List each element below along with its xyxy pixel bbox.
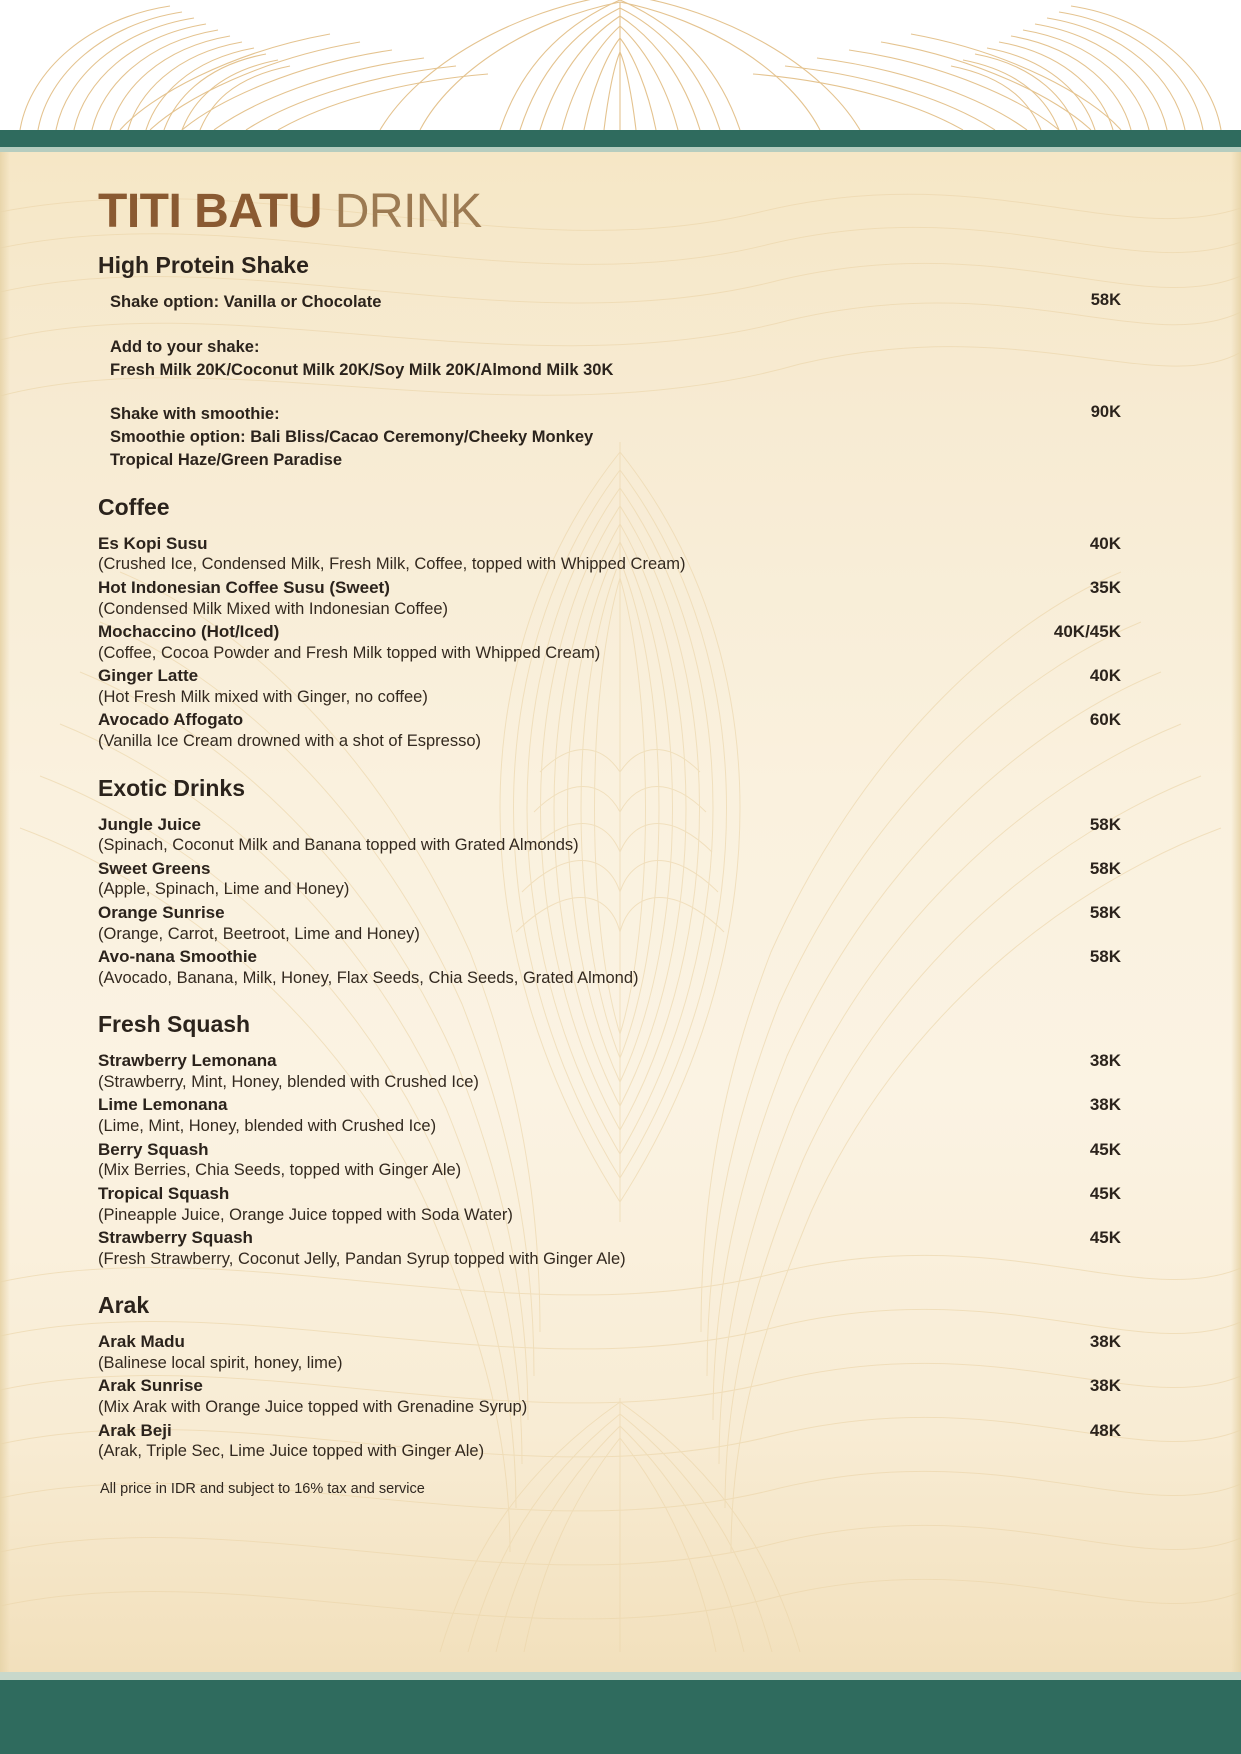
menu-item-price: 48K xyxy=(1089,1420,1121,1440)
menu-item xyxy=(98,1139,1121,1182)
section-title: Fresh Squash xyxy=(98,1011,251,1038)
menu-item-name: Hot Indonesian Coffee Susu (Sweet) xyxy=(98,577,390,597)
menu-sections xyxy=(98,252,1121,1463)
menu-item-description: (Arak, Triple Sec, Lime Juice topped with Ginger Ale) xyxy=(98,1442,485,1461)
shake-option-lines xyxy=(110,336,613,382)
shake-option-price: 90K xyxy=(1090,403,1121,422)
menu-item xyxy=(98,709,1121,752)
menu-item-price: 35K xyxy=(1089,577,1121,597)
menu-item xyxy=(98,621,1121,664)
menu-item-name: Sweet Greens xyxy=(98,858,211,878)
menu-item-description: (Fresh Strawberry, Coconut Jelly, Pandan Syrup topped with Ginger Ale) xyxy=(98,1249,626,1268)
menu-item-description: (Hot Fresh Milk mixed with Ginger, no coffee) xyxy=(98,687,428,706)
menu-item-name: Es Kopi Susu xyxy=(98,533,208,553)
price-disclaimer: All price in IDR and subject to 16% tax and service xyxy=(100,1480,425,1497)
menu-item-name: Mochaccino (Hot/Iced) xyxy=(98,621,280,641)
menu-item-price: 38K xyxy=(1089,1376,1121,1396)
menu-item-description: (Strawberry, Mint, Honey, blended with Crushed Ice) xyxy=(98,1073,479,1092)
menu-item xyxy=(98,665,1121,708)
section-title: Exotic Drinks xyxy=(98,774,245,801)
menu-item-price: 60K xyxy=(1089,710,1121,730)
menu-item-description: (Apple, Spinach, Lime and Honey) xyxy=(98,880,350,899)
menu-item-description: (Coffee, Cocoa Powder and Fresh Milk topped with Whipped Cream) xyxy=(98,643,601,662)
menu-item-description: (Mix Berries, Chia Seeds, topped with Ginger Ale) xyxy=(98,1161,462,1180)
menu-item-header xyxy=(98,577,1121,599)
menu-item-name: Ginger Latte xyxy=(98,666,199,686)
footer-accent-bar-light xyxy=(0,1672,1241,1680)
menu-item xyxy=(98,1183,1121,1226)
menu-item-name: Arak Beji xyxy=(98,1420,172,1440)
title-brand: TITI BATU xyxy=(98,185,322,238)
menu-item xyxy=(98,1227,1121,1270)
menu-item-header xyxy=(98,665,1121,687)
menu-item-price: 58K xyxy=(1089,902,1121,922)
menu-item xyxy=(98,1094,1121,1137)
menu-item-header xyxy=(98,621,1121,643)
menu-item-description: (Spinach, Coconut Milk and Banana topped with Grated Almonds) xyxy=(98,836,579,855)
shake-option-lines xyxy=(110,291,381,314)
menu-item-name: Tropical Squash xyxy=(98,1183,230,1203)
section-title: Coffee xyxy=(98,493,170,520)
menu-item-header xyxy=(98,858,1121,880)
menu-item-price: 40K/45K xyxy=(1053,621,1121,641)
menu-item-name: Avo-nana Smoothie xyxy=(98,947,257,967)
menu-item-price: 38K xyxy=(1089,1332,1121,1352)
shake-option-line: Shake with smoothie: xyxy=(110,405,280,424)
title-suffix: DRINK xyxy=(334,185,482,238)
menu-item-price: 45K xyxy=(1089,1183,1121,1203)
menu-item-header xyxy=(98,1420,1121,1442)
menu-item xyxy=(98,577,1121,620)
shake-option-line: Tropical Haze/Green Paradise xyxy=(110,450,343,469)
shake-option-price: 58K xyxy=(1090,291,1121,309)
menu-item-header xyxy=(98,1094,1121,1116)
shake-option-line: Add to your shake: xyxy=(110,337,260,356)
menu-item-description: (Orange, Carrot, Beetroot, Lime and Honey) xyxy=(98,924,420,943)
shake-option-row xyxy=(98,291,1121,314)
menu-item-price: 58K xyxy=(1089,858,1121,878)
menu-item-price: 45K xyxy=(1089,1228,1121,1248)
menu-item xyxy=(98,1420,1121,1463)
menu-item-description: (Crushed Ice, Condensed Milk, Fresh Milk, Coffee, topped with Whipped Cream) xyxy=(98,555,686,574)
menu-item-description: (Condensed Milk Mixed with Indonesian Coffee) xyxy=(98,599,449,618)
menu-section-arak xyxy=(98,1292,1121,1463)
menu-item xyxy=(98,858,1121,901)
shake-option-line: Smoothie option: Bali Bliss/Cacao Ceremony/Cheeky Monkey xyxy=(110,428,594,447)
menu-item xyxy=(98,1375,1121,1418)
menu-item-header xyxy=(98,1375,1121,1397)
menu-section-coffee xyxy=(98,494,1121,753)
menu-section-exotic-drinks xyxy=(98,775,1121,990)
menu-item-header xyxy=(98,709,1121,731)
shake-option-row xyxy=(98,336,1121,382)
menu-item-header xyxy=(98,814,1121,836)
menu-content xyxy=(0,152,1241,1672)
menu-item xyxy=(98,902,1121,945)
page-title xyxy=(98,185,1121,238)
menu-item-name: Berry Squash xyxy=(98,1139,209,1159)
menu-item-header xyxy=(98,1183,1121,1205)
section-title: Arak xyxy=(98,1292,150,1319)
menu-item-header xyxy=(98,1331,1121,1353)
menu-item-header xyxy=(98,1227,1121,1249)
menu-item-price: 58K xyxy=(1089,947,1121,967)
menu-item-header xyxy=(98,946,1121,968)
menu-item xyxy=(98,533,1121,576)
menu-item-name: Avocado Affogato xyxy=(98,710,244,730)
menu-item-description: (Avocado, Banana, Milk, Honey, Flax Seeds, Chia Seeds, Grated Almond) xyxy=(98,968,639,987)
shake-option-line: Fresh Milk 20K/Coconut Milk 20K/Soy Milk 20K/Almond Milk 30K xyxy=(110,360,614,379)
menu-item-header xyxy=(98,902,1121,924)
menu-item-name: Strawberry Squash xyxy=(98,1228,253,1248)
footer-bar xyxy=(0,1680,1241,1754)
top-line-art xyxy=(0,0,1241,130)
section-title: High Protein Shake xyxy=(98,252,309,278)
menu-item-price: 45K xyxy=(1089,1139,1121,1159)
menu-item-name: Jungle Juice xyxy=(98,814,201,834)
menu-section-fresh-squash xyxy=(98,1011,1121,1270)
menu-item xyxy=(98,1331,1121,1374)
shake-option-row xyxy=(98,403,1121,471)
menu-item-name: Strawberry Lemonana xyxy=(98,1051,277,1071)
menu-item-price: 40K xyxy=(1089,666,1121,686)
top-decorative-band xyxy=(0,0,1241,130)
menu-section-high-protein-shake xyxy=(98,252,1121,472)
shake-option-lines xyxy=(110,403,593,471)
menu-item-description: (Lime, Mint, Honey, blended with Crushed Ice) xyxy=(98,1117,437,1136)
menu-item-header xyxy=(98,533,1121,555)
menu-item-header xyxy=(98,1050,1121,1072)
menu-item-description: (Vanilla Ice Cream drowned with a shot of Espresso) xyxy=(98,732,482,751)
menu-item-price: 38K xyxy=(1089,1095,1121,1115)
menu-item-price: 38K xyxy=(1089,1051,1121,1071)
menu-item-name: Arak Madu xyxy=(98,1332,185,1352)
menu-item-name: Arak Sunrise xyxy=(98,1376,203,1396)
menu-item xyxy=(98,946,1121,989)
menu-item xyxy=(98,1050,1121,1093)
menu-item-description: (Balinese local spirit, honey, lime) xyxy=(98,1353,343,1372)
menu-item-name: Orange Sunrise xyxy=(98,902,225,922)
menu-item-description: (Mix Arak with Orange Juice topped with Grenadine Syrup) xyxy=(98,1398,528,1417)
shake-option-line: Shake option: Vanilla or Chocolate xyxy=(110,293,382,311)
menu-item-price: 58K xyxy=(1089,814,1121,834)
menu-item-description: (Pineapple Juice, Orange Juice topped with Soda Water) xyxy=(98,1205,513,1224)
menu-item-name: Lime Lemonana xyxy=(98,1095,228,1115)
menu-item-price: 40K xyxy=(1089,533,1121,553)
menu-item xyxy=(98,814,1121,857)
menu-item-header xyxy=(98,1139,1121,1161)
